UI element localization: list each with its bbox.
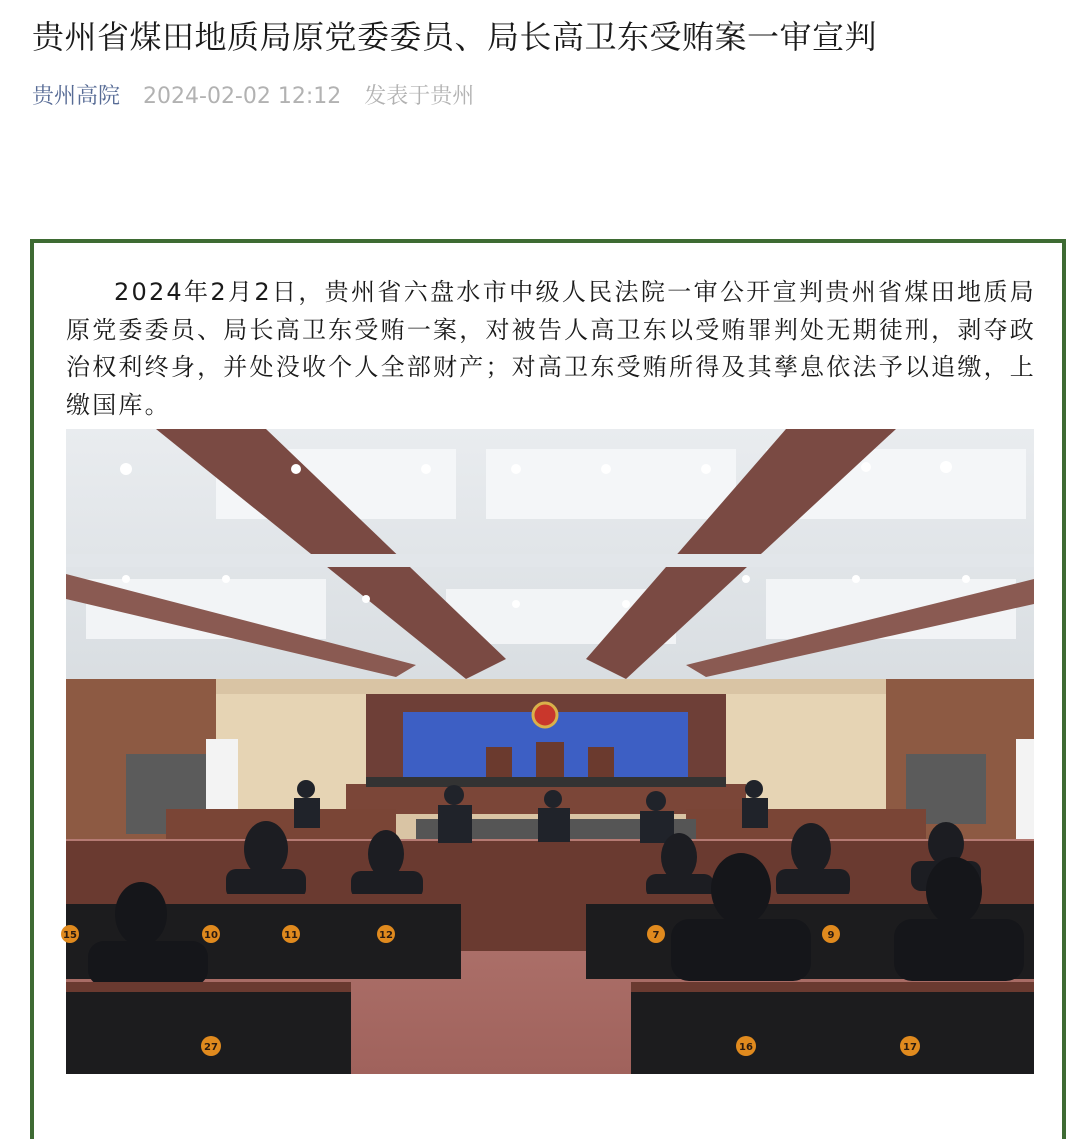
account-name-link[interactable]: 贵州高院 [32,84,121,109]
article-paragraph: 2024年2月2日，贵州省六盘水市中级人民法院一审公开宣判贵州省煤田地质局原党委委员、局长高卫东受贿一案，对被告人高卫东以受贿罪判处无期徒刑，剥夺政治权利终身，并处没收个人全部财产；对高卫东受贿所得及其孳息依法予以追缴，上缴国库。 [66,278,1036,419]
courtroom-photo-drawing [63,429,1034,1074]
article-title: 贵州省煤田地质局原党委委员、局长高卫东受贿案一审宣判 [32,18,878,56]
seat-number: 17 [903,1042,917,1053]
seat-number: 16 [739,1042,753,1053]
article-meta [32,80,474,114]
seat-number: 7 [652,930,660,941]
seat-number: 10 [204,930,218,941]
courtroom-photo[interactable] [63,429,1034,1074]
publish-location: 发表于贵州 [364,84,475,109]
seat-number: 11 [284,930,298,941]
seat-number: 12 [379,930,393,941]
seat-number: 9 [827,930,835,941]
seat-number: 15 [63,930,77,941]
publish-time: 2024-02-02 12:12 [143,84,342,109]
seat-number: 27 [204,1042,218,1053]
